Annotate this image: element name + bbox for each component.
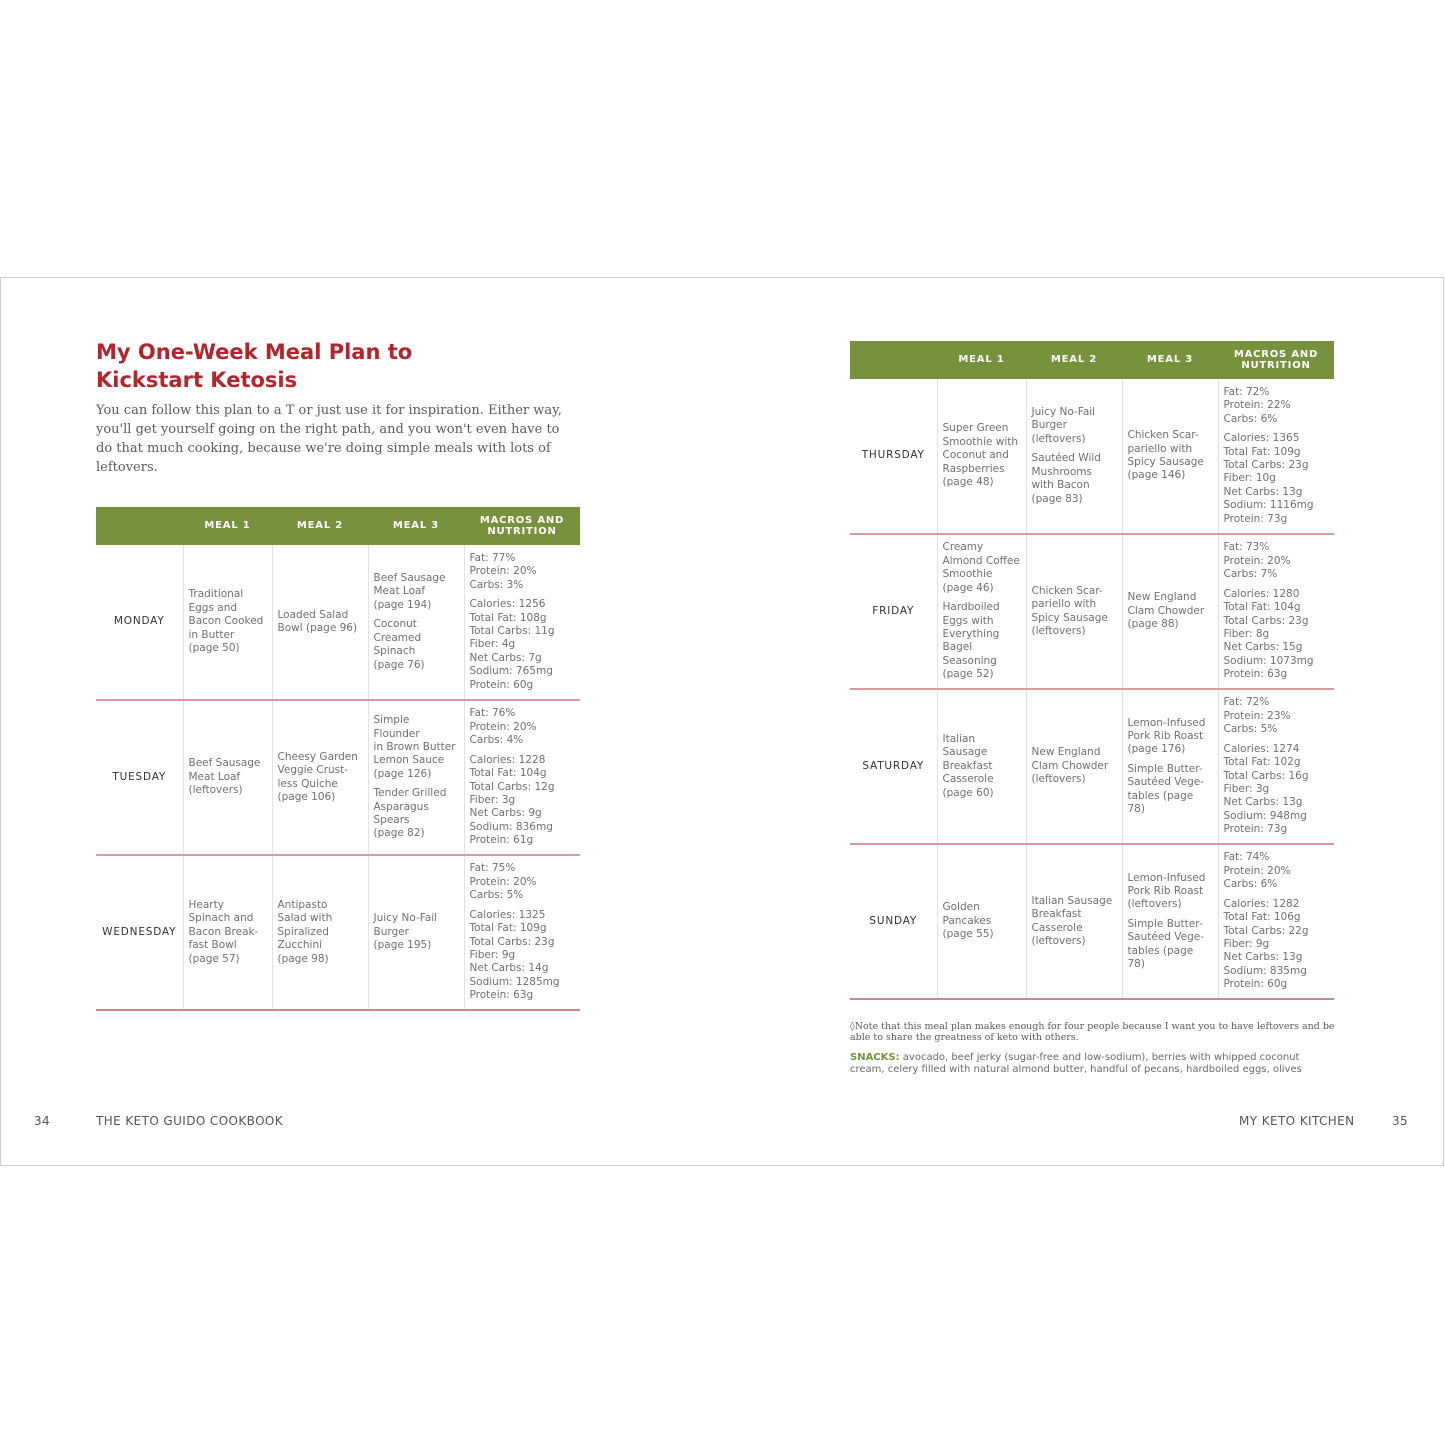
day-label: MONDAY <box>96 545 183 700</box>
text-block: Simple Flounder in Brown Butter Lemon Sauce (page 126) <box>373 714 456 780</box>
serving-note: ◊Note that this meal plan makes enough for four people because I want you to have leftovers and be able to share the greatness of keto with others. <box>850 1021 1335 1043</box>
header-meal-1: MEAL 1 <box>937 341 1026 379</box>
meal-3-cell <box>1122 689 1218 844</box>
table-row <box>850 379 1334 534</box>
table-row <box>850 844 1334 999</box>
header-macros: MACROS AND NUTRITION <box>464 507 580 545</box>
table-header-row <box>96 507 580 545</box>
meal-3-cell <box>368 855 464 1010</box>
table-row <box>850 689 1334 844</box>
text-block: Antipasto Salad with Spiralized Zucchini (page 98) <box>277 898 333 965</box>
header-meal-2: MEAL 2 <box>272 507 368 545</box>
right-page-number: 35 <box>1392 1114 1409 1128</box>
text-block: Traditional Eggs and Bacon Cooked in Butter (page 50) <box>188 588 264 655</box>
meal-1-cell <box>183 545 272 700</box>
meal-1-cell <box>183 700 272 855</box>
meal-1-cell <box>183 855 272 1010</box>
meal-1-cell <box>937 534 1026 689</box>
day-label: FRIDAY <box>850 534 937 689</box>
meal-2-cell <box>272 700 368 855</box>
meal-plan-table-left <box>96 507 580 1011</box>
text-block: New England Clam Chowder (page 88) <box>1127 591 1205 631</box>
text-block: Juicy No-Fail Burger (leftovers) <box>1031 406 1096 445</box>
day-label: WEDNESDAY <box>96 855 183 1010</box>
macros-cell <box>1218 534 1334 689</box>
snacks-text: avocado, beef jerky (sugar-free and low-sodium), berries with whipped coconut cream, celery filled with natural almond butter, handful of pecans, hardboiled eggs, olives <box>850 1052 1302 1075</box>
text-block: Loaded Salad Bowl (page 96) <box>277 608 358 634</box>
text-block: Coconut Creamed Spinach (page 76) <box>373 618 425 671</box>
text-block: Cheesy Garden Veggie Crust- less Quiche (page 106) <box>277 750 358 803</box>
text-block: Tender Grilled Asparagus Spears (page 82) <box>373 787 447 840</box>
meal-3-cell <box>368 545 464 700</box>
text-block: Simple Butter- Sautéed Vege- tables (page 78) <box>1127 762 1205 816</box>
meal-2-cell <box>1026 534 1122 689</box>
text-block: Sautéed Wild Mushrooms with Bacon (page 83) <box>1031 452 1101 505</box>
text-block: Italian Sausage Breakfast Casserole (leftovers) <box>1031 894 1113 947</box>
table-row <box>850 534 1334 689</box>
title-line-2: Kickstart Ketosis <box>96 368 298 392</box>
text-block: Calories: 1256 Total Fat: 108g Total Carbs: 11g Fiber: 4g Net Carbs: 7g Sodium: 765mg Protein: 60g <box>469 598 555 691</box>
snacks-note <box>850 1052 1320 1076</box>
meal-1-cell <box>937 689 1026 844</box>
text-block: Beef Sausage Meat Loaf (leftovers) <box>188 757 261 797</box>
macros-cell <box>1218 844 1334 999</box>
macros-cell <box>464 855 580 1010</box>
text-block: Fat: 77% Protein: 20% Carbs: 3% <box>469 551 537 591</box>
text-block: Italian Sausage Breakfast Casserole (page 60) <box>942 732 994 799</box>
meal-3-cell <box>1122 534 1218 689</box>
right-running-title: MY KETO KITCHEN <box>1239 1114 1355 1128</box>
meal-plan-table-right <box>850 341 1334 1000</box>
text-block: Lemon-Infused Pork Rib Roast (leftovers) <box>1127 871 1206 911</box>
macros-cell <box>464 545 580 700</box>
left-page-number: 34 <box>34 1114 51 1128</box>
text-block: Fat: 76% Protein: 20% Carbs: 4% <box>469 707 537 747</box>
day-label: SUNDAY <box>850 844 937 999</box>
text-block: Super Green Smoothie with Coconut and Raspberries (page 48) <box>942 422 1019 489</box>
table-row <box>96 700 580 855</box>
text-block: Calories: 1228 Total Fat: 104g Total Carbs: 12g Fiber: 3g Net Carbs: 9g Sodium: 836mg Protein: 61g <box>469 753 555 847</box>
header-meal-2: MEAL 2 <box>1026 341 1122 379</box>
text-block: Fat: 74% Protein: 20% Carbs: 6% <box>1223 851 1291 891</box>
meal-3-cell <box>368 700 464 855</box>
macros-cell <box>1218 689 1334 844</box>
text-block: Fat: 72% Protein: 22% Carbs: 6% <box>1223 385 1291 425</box>
text-block: Beef Sausage Meat Loaf (page 194) <box>373 572 446 611</box>
header-meal-3: MEAL 3 <box>368 507 464 545</box>
text-block: Fat: 75% Protein: 20% Carbs: 5% <box>469 862 537 902</box>
meal-1-cell <box>937 844 1026 999</box>
text-block: Calories: 1280 Total Fat: 104g Total Carbs: 23g Fiber: 8g Net Carbs: 15g Sodium: 1073mg Protein: 63g <box>1223 587 1314 681</box>
header-day <box>850 341 937 379</box>
meal-2-cell <box>272 545 368 700</box>
text-block: Chicken Scar- pariello with Spicy Sausage (page 146) <box>1127 429 1204 482</box>
header-day <box>96 507 183 545</box>
meal-1-cell <box>937 379 1026 534</box>
header-meal-1: MEAL 1 <box>183 507 272 545</box>
meal-2-cell <box>1026 379 1122 534</box>
text-block: Lemon-Infused Pork Rib Roast (page 176) <box>1127 716 1206 756</box>
text-block: New England Clam Chowder (leftovers) <box>1031 746 1109 786</box>
text-block: Calories: 1274 Total Fat: 102g Total Carbs: 16g Fiber: 3g Net Carbs: 13g Sodium: 948mg Protein: 73g <box>1223 742 1309 836</box>
meal-2-cell <box>272 855 368 1010</box>
day-label: THURSDAY <box>850 379 937 534</box>
macros-cell <box>1218 379 1334 534</box>
table-row <box>96 545 580 700</box>
text-block: Simple Butter- Sautéed Vege- tables (page 78) <box>1127 917 1205 971</box>
text-block: Fat: 72% Protein: 23% Carbs: 5% <box>1223 696 1291 736</box>
macros-cell <box>464 700 580 855</box>
page-title <box>96 338 576 394</box>
meal-3-cell <box>1122 379 1218 534</box>
meal-2-cell <box>1026 844 1122 999</box>
table-header-row <box>850 341 1334 379</box>
text-block: Golden Pancakes (page 55) <box>942 901 994 941</box>
table-row <box>96 855 580 1010</box>
text-block: Chicken Scar- pariello with Spicy Sausage (leftovers) <box>1031 584 1108 637</box>
text-block: Calories: 1282 Total Fat: 106g Total Carbs: 22g Fiber: 9g Net Carbs: 13g Sodium: 835mg Protein: 60g <box>1223 897 1309 991</box>
day-label: TUESDAY <box>96 700 183 855</box>
left-running-title: THE KETO GUIDO COOKBOOK <box>96 1114 284 1128</box>
day-label: SATURDAY <box>850 689 937 844</box>
text-block: Calories: 1325 Total Fat: 109g Total Carbs: 23g Fiber: 9g Net Carbs: 14g Sodium: 1285mg Protein: 63g <box>469 908 560 1002</box>
meal-2-cell <box>1026 689 1122 844</box>
intro-paragraph: You can follow this plan to a T or just use it for inspiration. Either way, you'll get yourself going on the right path, and you won't even have to do that much cooking, because we're doing simple meals with lots of leftovers. <box>96 403 562 475</box>
snacks-label: SNACKS: <box>850 1052 900 1063</box>
text-block: Fat: 73% Protein: 20% Carbs: 7% <box>1223 541 1291 581</box>
text-block: Calories: 1365 Total Fat: 109g Total Carbs: 23g Fiber: 10g Net Carbs: 13g Sodium: 1116mg Protein: 73g <box>1223 432 1314 525</box>
header-macros: MACROS AND NUTRITION <box>1218 341 1334 379</box>
meal-3-cell <box>1122 844 1218 999</box>
text-block: Hearty Spinach and Bacon Break- fast Bowl (page 57) <box>188 898 259 965</box>
text-block: Hardboiled Eggs with Everything Bagel Seasoning (page 52) <box>942 601 1000 681</box>
text-block: Juicy No-Fail Burger (page 195) <box>373 912 438 952</box>
header-meal-3: MEAL 3 <box>1122 341 1218 379</box>
text-block: Creamy Almond Coffee Smoothie (page 46) <box>942 541 1020 594</box>
title-line-1: My One-Week Meal Plan to <box>96 340 413 364</box>
